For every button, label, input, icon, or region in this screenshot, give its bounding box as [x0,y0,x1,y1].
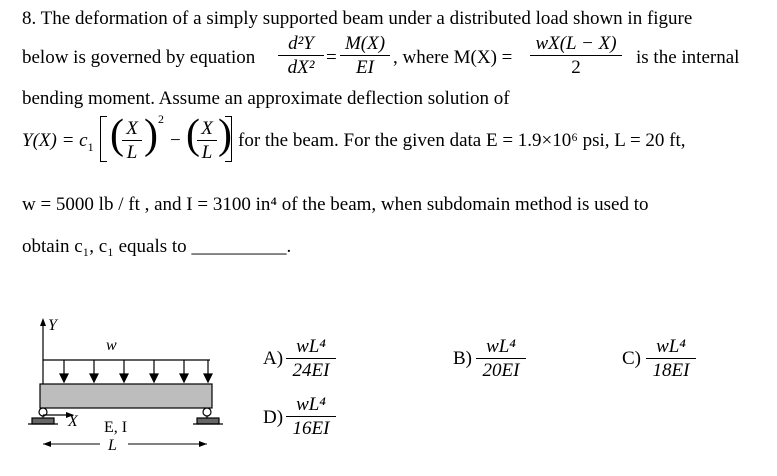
moment-numerator: wX(L − X) [535,33,617,54]
moment-denominator: 2 [571,57,581,78]
ratio-fraction-2 [197,119,217,162]
fraction-bar [476,358,526,359]
right-paren: ) [218,112,232,158]
beam-figure [20,312,230,462]
ratio-denominator-2: L [201,142,213,163]
option-d-denominator: 16EI [292,418,330,439]
load-label: w [106,337,117,354]
ratio-fraction-1 [122,119,142,162]
option-c-numerator: wL⁴ [656,336,686,357]
option-a-fraction[interactable] [286,337,336,380]
option-c-denominator: 18EI [652,360,690,381]
fraction-bar [286,416,336,417]
internal-text: is the internal [636,47,740,68]
stiffness-label: E, I [104,419,128,436]
fraction-bar [122,140,142,141]
moment-ratio-numerator: M(X) [344,33,386,54]
exponent: 2 [158,112,164,126]
second-derivative-numerator: d²Y [288,33,314,54]
ratio-numerator-1: X [126,118,138,139]
question-line-2-lead: below is governed by equation [22,47,256,68]
question-line-6 [22,236,291,258]
option-b-label[interactable]: B) [453,348,472,369]
left-paren: ( [186,112,200,158]
left-paren: ( [110,112,124,158]
option-a-label[interactable]: A) [263,348,284,369]
solution-subscript: 1 [87,139,94,154]
option-d-label[interactable]: D) [263,407,284,428]
second-derivative-fraction [278,34,324,77]
question-line-6-lead: obtain c₁, c₁ equals to [22,236,187,257]
option-d-fraction[interactable] [286,395,336,438]
option-b-fraction[interactable] [476,337,526,380]
option-d-numerator: wL⁴ [296,394,326,415]
x-axis-label: X [68,413,78,430]
option-b-denominator: 20EI [482,360,520,381]
fraction-bar [340,55,390,56]
beam [40,384,212,408]
data-text: for the beam. For the given data E = 1.9×10⁶ psi, L = 20 ft, [238,130,686,151]
option-c-label[interactable]: C) [622,348,641,369]
right-paren: ) [144,112,158,158]
dimension-arrowhead [43,441,51,447]
ratio-denominator-1: L [126,142,138,163]
moment-ratio-denominator: EI [356,57,374,78]
pin-support [28,408,58,424]
y-axis-label: Y [48,317,57,334]
fraction-bar [530,55,622,56]
fraction-bar [197,140,217,141]
question-line-3: bending moment. Assume an approximate deflection solution of [22,88,510,109]
moment-ratio-fraction [340,34,390,77]
solution-lhs-text: Y(X) = c [22,130,88,151]
fraction-bar [286,358,336,359]
y-axis-arrowhead [40,318,46,326]
dimension-arrowhead [199,441,207,447]
length-label: L [108,437,117,454]
moment-fraction [530,34,622,77]
question-line-1: 8. The deformation of a simply supported beam under a distributed load shown in figure [22,8,693,29]
fraction-bar [646,358,696,359]
minus-sign: − [170,130,181,151]
answer-blank: __________. [191,236,292,257]
option-b-numerator: wL⁴ [486,336,516,357]
option-c-fraction[interactable] [646,337,696,380]
load-arrows [60,360,212,382]
fraction-bar [278,55,324,56]
equals-sign: = [326,47,337,68]
roller-support [193,408,223,424]
where-text: , where M(X) = [393,47,513,68]
option-a-numerator: wL⁴ [296,336,326,357]
ratio-numerator-2: X [201,118,213,139]
question-line-5: w = 5000 lb / ft , and I = 3100 in⁴ of the beam, when subdomain method is used to [22,194,649,215]
solution-lhs [22,130,94,155]
second-derivative-denominator: dX² [287,57,315,78]
option-a-denominator: 24EI [292,360,330,381]
